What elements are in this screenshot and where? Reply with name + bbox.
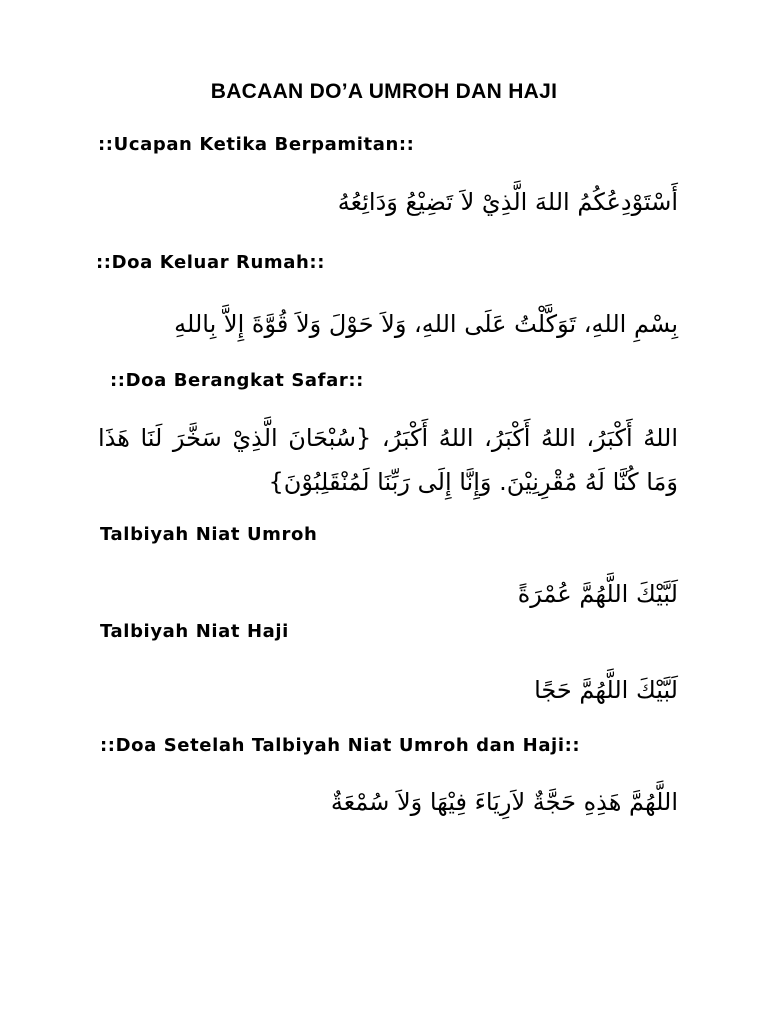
heading-doa-berangkat-safar: ::Doa Berangkat Safar:: (110, 370, 364, 391)
heading-ucapan-berpamitan: ::Ucapan Ketika Berpamitan:: (98, 134, 415, 155)
arabic-doa-setelah-talbiyah: اللَّهُمَّ هَذِهِ حَجَّةٌ لاَرِيَاءَ فِيْهَا وَلاَ سُمْعَةٌ (330, 788, 678, 816)
arabic-talbiyah-niat-umroh: لَبَّيْكَ اللَّهُمَّ عُمْرَةً (517, 580, 678, 608)
heading-talbiyah-niat-haji: Talbiyah Niat Haji (100, 621, 289, 642)
arabic-ucapan-berpamitan: أَسْتَوْدِعُكُمُ اللهَ الَّذِيْ لاَ تَضِيْعُ وَدَائِعُهُ (337, 188, 678, 216)
arabic-talbiyah-niat-haji: لَبَّيْكَ اللَّهُمَّ حَجًا (534, 676, 678, 704)
heading-doa-keluar-rumah: ::Doa Keluar Rumah:: (96, 252, 326, 273)
arabic-doa-keluar-rumah: بِسْمِ اللهِ، تَوَكَّلْتُ عَلَى اللهِ، وَلاَ حَوْلَ وَلاَ قُوَّةَ إِلاَّ بِاللهِ (174, 310, 678, 338)
heading-talbiyah-niat-umroh: Talbiyah Niat Umroh (100, 524, 318, 545)
document-title: BACAAN DO’A UMROH DAN HAJI (210, 80, 558, 103)
arabic-doa-berangkat-safar: اللهُ أَكْبَرُ، اللهُ أَكْبَرُ، اللهُ أَكْبَرُ، {سُبْحَانَ الَّذِيْ سَخَّرَ لَنَا هَذَا وَمَا كُنَّا لَهُ مُقْرِنِيْنَ. وَإِنَّا إِلَى رَبِّنَا لَمُنْقَلِبُوْنَ} (98, 424, 678, 496)
heading-doa-setelah-talbiyah: ::Doa Setelah Talbiyah Niat Umroh dan Haji:: (100, 735, 581, 756)
